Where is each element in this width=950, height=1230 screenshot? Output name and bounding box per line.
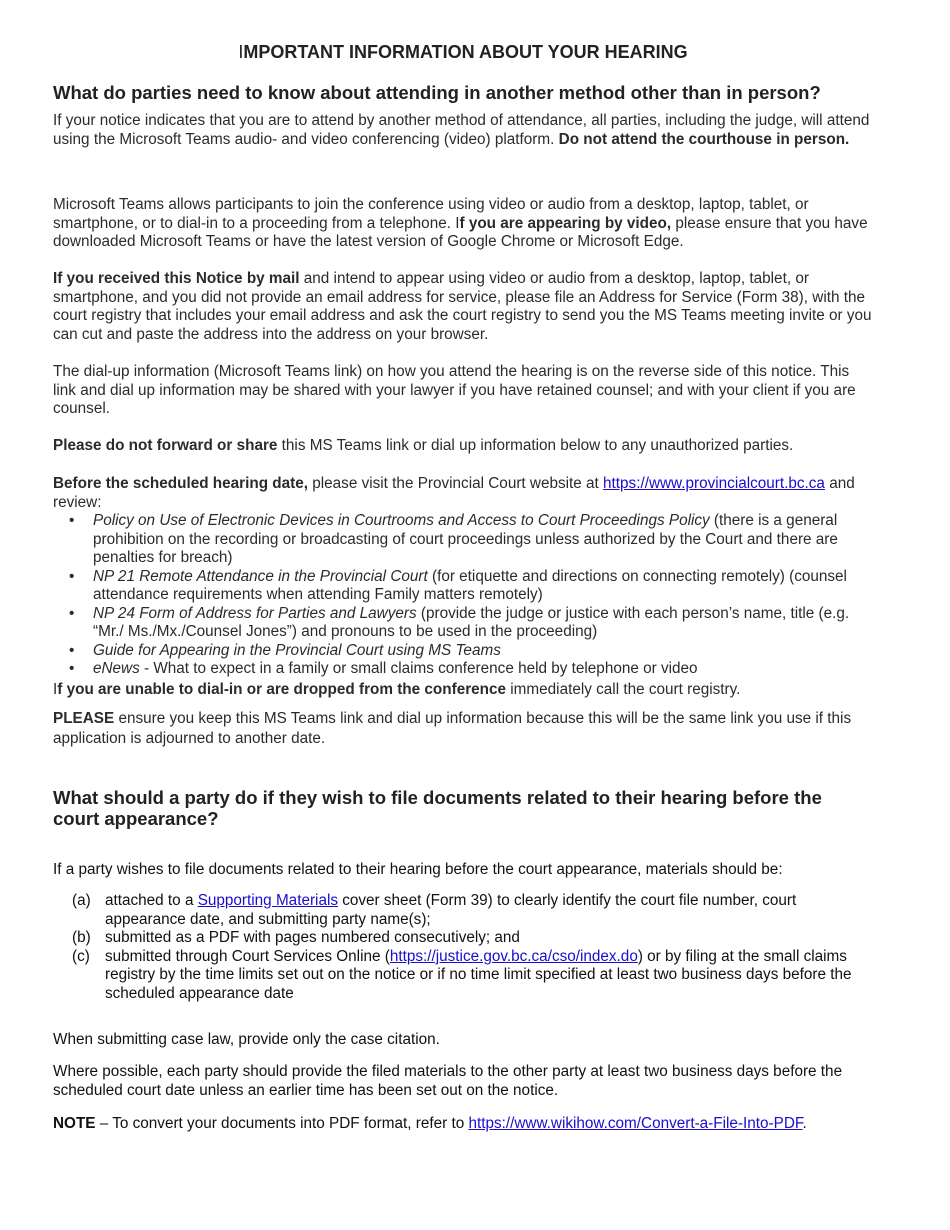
p5-bold: Please do not forward or share xyxy=(53,437,278,454)
p3-bold: If you received this Notice by mail xyxy=(53,270,300,287)
bullet-italic: Guide for Appearing in the Provincial Court using MS Teams xyxy=(93,641,501,659)
paragraph-notice-by-mail xyxy=(53,270,873,344)
supporting-materials-link[interactable]: Supporting Materials xyxy=(197,892,338,909)
p2-text2: please ensure that you have downloaded Microsoft Teams or have the latest version of Google Chrome or Microsoft Edge. xyxy=(53,214,868,250)
bullet-text: (there is a general prohibition on the recording or broadcasting of court proceedings unless authorized by the Court and there are penalties for breach) xyxy=(93,512,838,566)
bullet-italic: eNews xyxy=(93,660,140,677)
bullet-icon: • xyxy=(69,641,75,659)
court-services-online-link[interactable]: https://justice.gov.bc.ca/cso/index.do xyxy=(389,947,638,965)
item-text: submitted as a PDF with pages numbered consecutively; and xyxy=(105,929,520,946)
p5-text: this MS Teams link or dial up information below to any unauthorized parties. xyxy=(277,437,794,454)
bullet-italic: Policy on Use of Electronic Devices in Courtrooms and Access to Court Proceedings Policy xyxy=(93,512,710,529)
paragraph-teams-info xyxy=(53,196,873,252)
paragraph-case-law: When submitting case law, provide only the case citation. xyxy=(53,1031,440,1048)
note-text2: . xyxy=(802,1115,807,1132)
bullet-icon: • xyxy=(69,604,75,622)
p1-text: If your notice indicates that you are to attend by another method of attendance, all parties, including the judge, will attend using the Microsoft Teams audio- and video conferencing (video) platform. xyxy=(53,112,870,148)
item-text: attached to a xyxy=(105,892,198,909)
filing-requirements-list xyxy=(53,892,873,1003)
p6-text: please visit the Provincial Court website at xyxy=(308,475,604,492)
bullet-icon: • xyxy=(69,512,75,529)
bullet-text: (for etiquette and directions on connecting remotely) (counsel attendance requirements when attending Family matters remotely) xyxy=(93,567,847,603)
bullet-italic: NP 21 Remote Attendance in the Provincial Court xyxy=(93,567,428,585)
item-text2: cover sheet (Form 39) to clearly identify the court file number, court appearance date, and submitting party name(s); xyxy=(105,892,797,928)
list-item xyxy=(53,892,873,929)
item-label: (b) xyxy=(72,929,91,946)
p2-bold: f you are appearing by video, xyxy=(459,214,672,232)
paragraph-keep-link xyxy=(53,709,873,749)
item-label: (a) xyxy=(72,892,91,909)
item-label: (c) xyxy=(72,947,90,965)
list-item xyxy=(53,642,873,661)
bullet-icon: • xyxy=(69,660,75,677)
paragraph-file-intro: If a party wishes to file documents related to their hearing before the court appearance, materials should be: xyxy=(53,861,783,878)
p7-text2: immediately call the court registry. xyxy=(506,681,741,698)
p7-text: I xyxy=(53,681,58,698)
p6-text2: and review: xyxy=(53,475,855,511)
list-item xyxy=(53,512,873,568)
list-item xyxy=(53,660,873,679)
title-rest: MPORTANT INFORMATION ABOUT YOUR HEARING xyxy=(243,42,688,62)
bullet-icon: • xyxy=(69,567,75,585)
note-text: – To convert your documents into PDF format, refer to xyxy=(95,1115,469,1132)
paragraph-dial-up-info: The dial-up information (Microsoft Teams link) on how you attend the hearing is on the reverse side of this notice. This link and dial up information may be shared with your lawyer if you have retained counsel; and with your client if you are counsel. xyxy=(53,363,856,417)
p2-text: Microsoft Teams allows participants to join the conference using video or audio from a desktop, laptop, tablet, or smartphone, or to dial-in to a proceeding from a telephone. I xyxy=(53,196,809,232)
title-initial: I xyxy=(238,42,244,62)
item-text: submitted through Court Services Online ( xyxy=(105,947,390,965)
list-item xyxy=(53,605,873,642)
p7-bold: f you are unable to dial-in or are dropped from the conference xyxy=(57,681,507,698)
p8-bold: PLEASE xyxy=(53,710,115,727)
p3-text: and intend to appear using video or audio from a desktop, laptop, tablet, or smartphone, and you did not provide an email address for service, please file an Address for Service (Form 38), with the court registry that includes your email address and ask the court registry to send you the MS Teams meeting invite or you can cut and paste the address into the address on your browser. xyxy=(53,270,872,343)
review-list xyxy=(53,512,873,679)
paragraph-where-possible: Where possible, each party should provide the filed materials to the other party at least two business days before the scheduled court date unless an earlier time has been set out on the notice. xyxy=(53,1063,843,1099)
p1-bold: Do not attend the courthouse in person. xyxy=(558,130,850,148)
p6-bold: Before the scheduled hearing date, xyxy=(53,475,309,492)
paragraph-attendance-method xyxy=(53,112,873,149)
list-item xyxy=(53,568,873,605)
wikihow-link[interactable]: https://www.wikihow.com/Convert-a-File-Into-PDF xyxy=(468,1115,803,1132)
list-item xyxy=(53,929,873,948)
bullet-italic: NP 24 Form of Address for Parties and Lawyers xyxy=(93,604,417,622)
paragraph-dropped-call xyxy=(53,681,873,700)
paragraph-note xyxy=(53,1115,873,1134)
provincial-court-link[interactable]: https://www.provincialcourt.bc.ca xyxy=(603,475,825,492)
section2-heading: What should a party do if they wish to file documents related to their hearing before the court appearance? xyxy=(53,787,822,829)
item-text2: ) or by filing at the small claims registry by the time limits set out on the notice or if no time limit specified at least two business days before the scheduled appearance date xyxy=(105,947,852,1002)
p8-text: ensure you keep this MS Teams link and dial up information because this will be the same link you use if this application is adjourned to another date. xyxy=(53,710,852,747)
page-title xyxy=(53,41,873,63)
list-item xyxy=(53,948,873,1004)
section1-heading: What do parties need to know about attending in another method other than in person? xyxy=(53,82,821,103)
bullet-text: (provide the judge or justice with each person’s name, title (e.g. “Mr./ Ms./Mx./Counsel Jones”) and pronouns to be used in the proceeding) xyxy=(93,604,850,640)
paragraph-before-hearing xyxy=(53,475,873,512)
paragraph-do-not-share xyxy=(53,437,873,456)
bullet-text: - What to expect in a family or small claims conference held by telephone or video xyxy=(139,660,698,677)
note-bold: NOTE xyxy=(53,1115,96,1132)
